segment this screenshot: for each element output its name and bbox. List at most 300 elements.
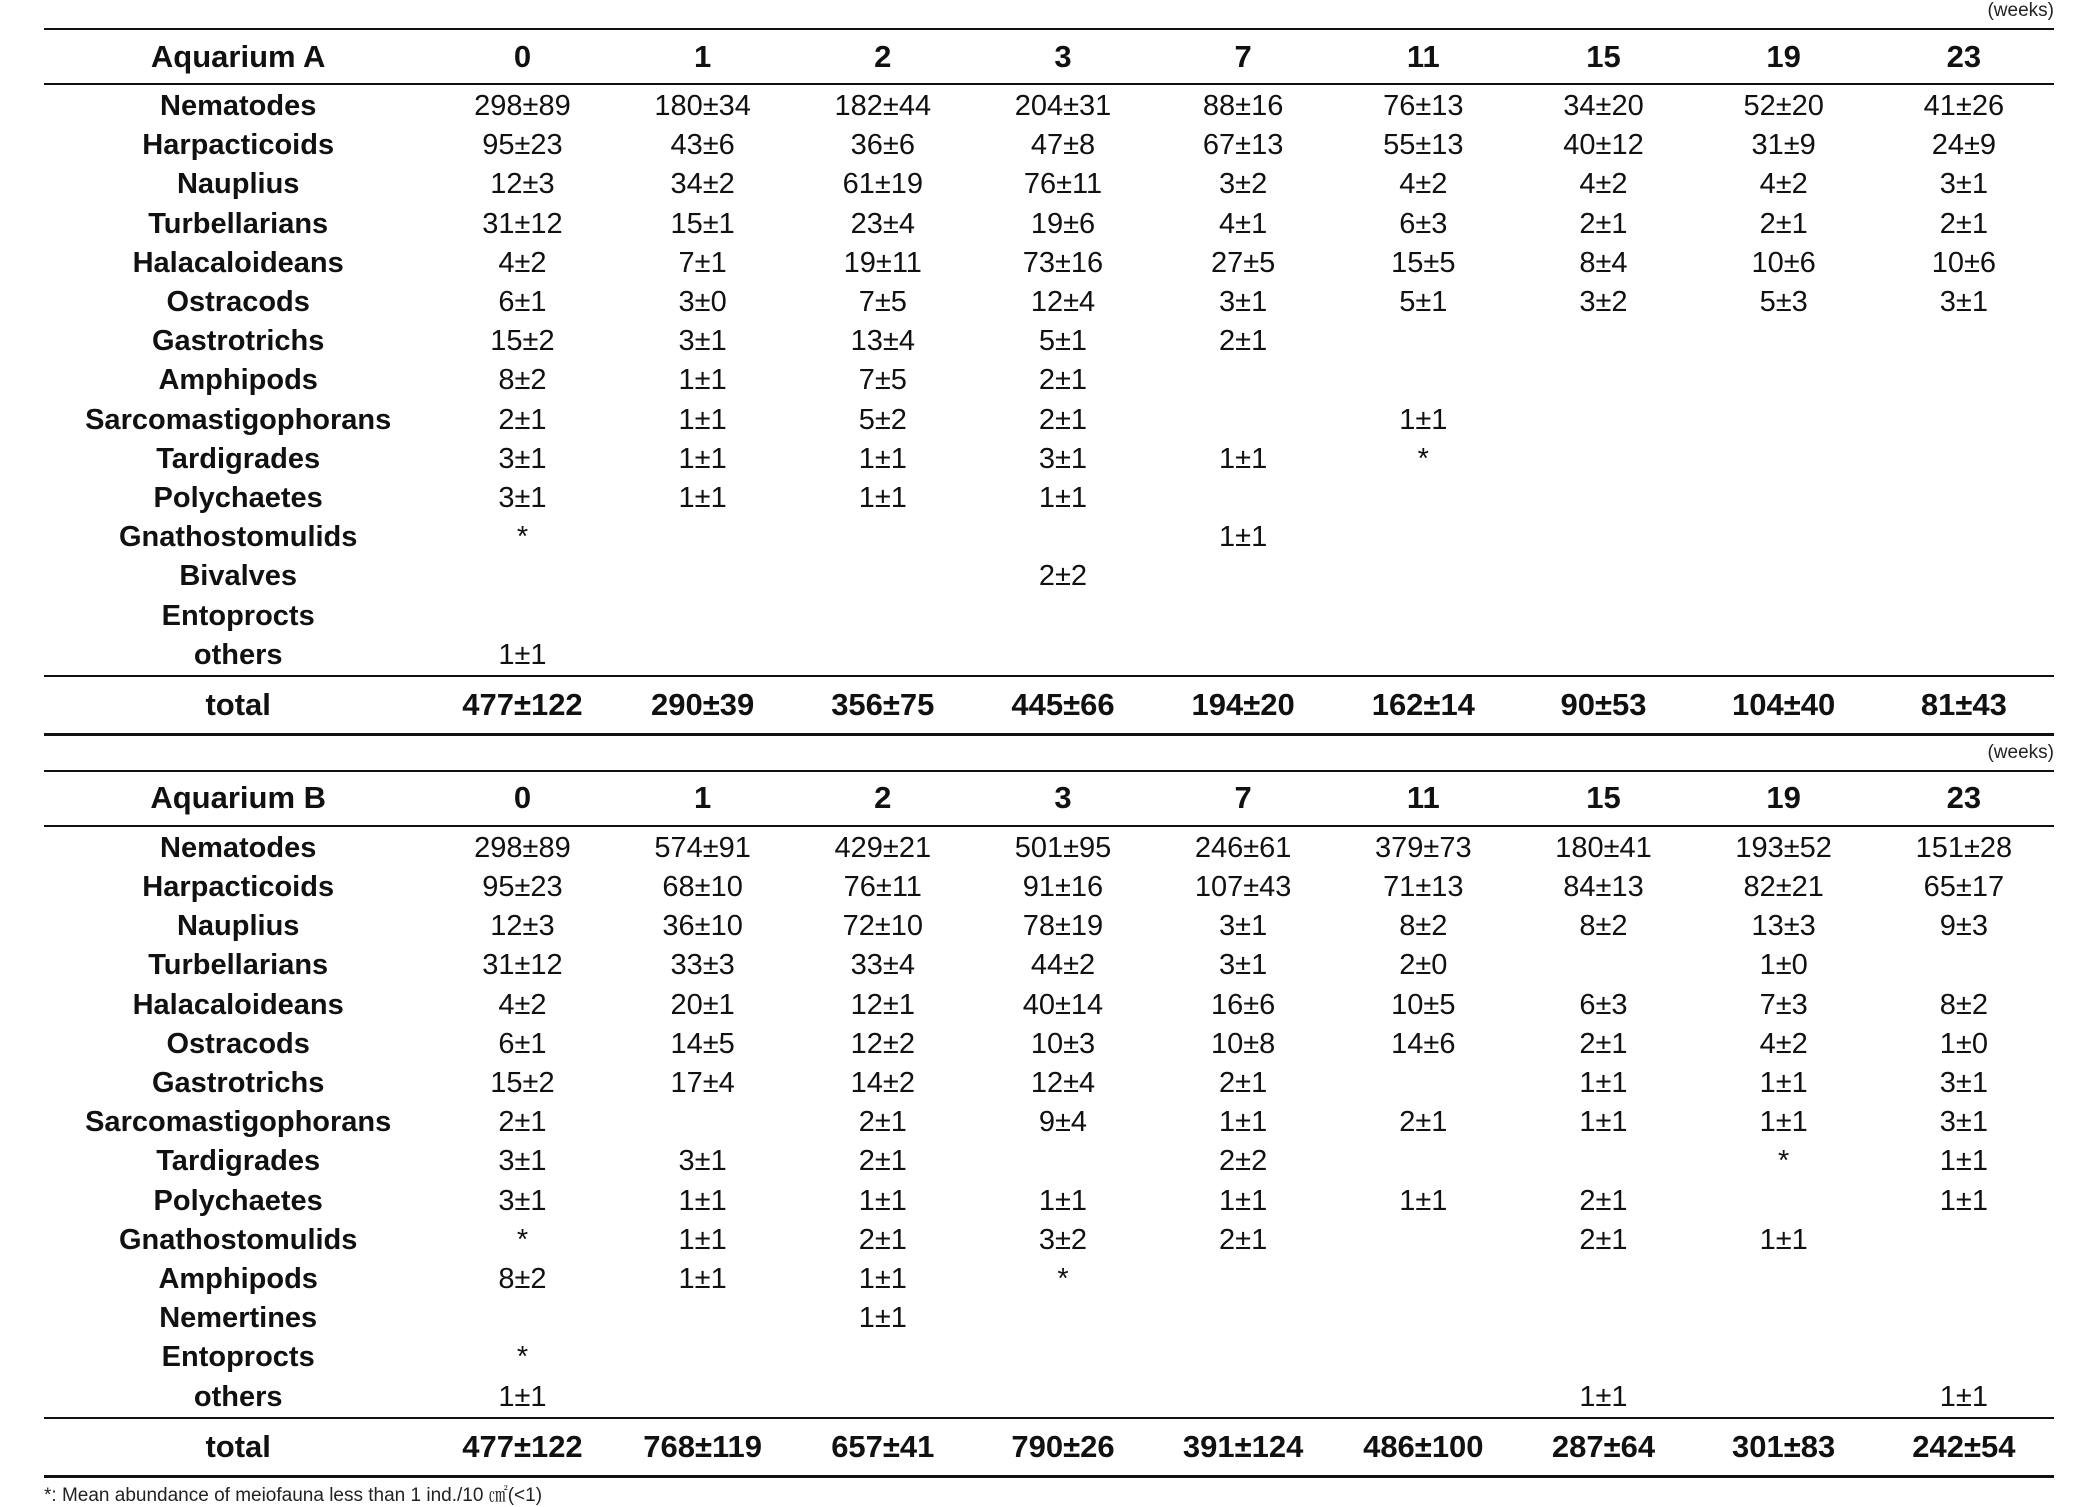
abundance-cell: 1±0 [1939, 1027, 1988, 1060]
abundance-cell: 3±0 [678, 286, 727, 319]
abundance-cell [793, 557, 973, 596]
abundance-cell [1333, 322, 1513, 361]
footnote: *: Mean abundance of meiofauna less than 1 ind./10 ㎠(<1) [44, 1484, 543, 1506]
total-row [44, 676, 2054, 735]
abundance-cell: 6±3 [1399, 207, 1448, 240]
abundance-cell [1874, 322, 2054, 361]
abundance-cell [1694, 440, 1874, 479]
abundance-cell: 182±44 [834, 90, 932, 123]
abundance-cell [793, 636, 973, 676]
week-header: 0 [432, 29, 612, 84]
abundance-cell: 14±5 [670, 1027, 735, 1060]
week-header: 19 [1694, 29, 1874, 84]
abundance-cell [432, 557, 612, 596]
abundance-cell: 1±1 [678, 403, 727, 436]
abundance-cell [1513, 946, 1693, 985]
abundance-cell: 40±12 [1563, 129, 1644, 162]
abundance-cell: 8±4 [1579, 246, 1628, 279]
abundance-cell: 7±3 [1759, 988, 1808, 1021]
abundance-cell: 1±1 [678, 442, 727, 475]
abundance-cell: 7±5 [858, 364, 907, 397]
week-header: 15 [1513, 771, 1693, 826]
taxon-label: Tardigrades [156, 442, 321, 475]
total-cell: 391±124 [1153, 1418, 1333, 1477]
abundance-cell: 1±1 [678, 1223, 727, 1256]
taxon-label: Nemertines [159, 1302, 318, 1335]
week-header: 2 [793, 771, 973, 826]
week-header: 1 [613, 771, 793, 826]
abundance-cell: 9±3 [1939, 910, 1988, 943]
taxon-label: Gastrotrichs [151, 325, 325, 358]
abundance-cell: 61±19 [842, 168, 924, 201]
abundance-cell: 13±3 [1751, 910, 1816, 943]
abundance-cell: 15±2 [490, 325, 555, 358]
table-row [44, 907, 2054, 946]
abundance-cell [1694, 1338, 1874, 1377]
abundance-cell [1694, 1182, 1874, 1221]
abundance-cell: 27±5 [1210, 246, 1276, 279]
week-header: 23 [1874, 771, 2054, 826]
abundance-cell: 82±21 [1743, 871, 1824, 904]
week-header: 19 [1694, 771, 1874, 826]
total-cell: 194±20 [1153, 676, 1333, 735]
abundance-cell: 1±1 [1939, 1145, 1988, 1178]
abundance-cell [1333, 636, 1513, 676]
taxon-label: Halacaloideans [132, 988, 344, 1021]
abundance-cell: 10±6 [1931, 246, 1997, 279]
total-cell: 104±40 [1694, 676, 1874, 735]
table-row [44, 636, 2054, 676]
abundance-cell: 1±1 [678, 481, 727, 514]
abundance-cell: 3±1 [1219, 286, 1268, 319]
taxon-label: Halacaloideans [132, 246, 344, 279]
table-row [44, 1338, 2054, 1377]
table-row [44, 1064, 2054, 1103]
abundance-cell: 2±1 [858, 1106, 907, 1139]
abundance-cell: 2±1 [498, 1106, 547, 1139]
abundance-cell: 4±2 [1399, 168, 1448, 201]
total-cell: 486±100 [1333, 1418, 1513, 1477]
abundance-cell: 429±21 [834, 831, 932, 864]
abundance-cell [1333, 518, 1513, 557]
abundance-cell: 24±9 [1931, 129, 1997, 162]
abundance-cell: 15±1 [670, 207, 735, 240]
abundance-cell: 5±3 [1759, 286, 1808, 319]
abundance-cell [1874, 596, 2054, 635]
abundance-cell: * [516, 1341, 529, 1374]
abundance-cell: 1±1 [1219, 1106, 1268, 1139]
abundance-cell: 379±73 [1375, 831, 1472, 864]
abundance-cell [973, 518, 1153, 557]
week-header: 11 [1333, 29, 1513, 84]
abundance-cell: 1±1 [678, 1262, 727, 1295]
taxon-label: Entoprocts [161, 599, 315, 632]
abundance-cell: 2±1 [1579, 207, 1628, 240]
abundance-cell: 34±2 [670, 168, 735, 201]
abundance-cell [1874, 518, 2054, 557]
abundance-cell: 3±2 [1579, 286, 1628, 319]
units-label: (weeks) [1987, 741, 2054, 763]
abundance-cell: 501±95 [1014, 831, 1112, 864]
table-row [44, 401, 2054, 440]
abundance-cell: 67±13 [1202, 129, 1284, 162]
abundance-cell: 65±17 [1923, 871, 2005, 904]
abundance-cell: 10±8 [1210, 1027, 1276, 1060]
abundance-cell [1333, 361, 1513, 400]
abundance-cell: 3±2 [1219, 168, 1268, 201]
abundance-cell [1153, 1299, 1333, 1338]
table-row [44, 557, 2054, 596]
abundance-cell: 1±1 [1038, 481, 1088, 514]
abundance-cell: 88±16 [1202, 90, 1284, 123]
abundance-cell: 71±13 [1383, 871, 1464, 904]
abundance-cell [1513, 1338, 1693, 1377]
total-cell: 90±53 [1513, 676, 1693, 735]
abundance-cell [1874, 361, 2054, 400]
abundance-cell [432, 596, 612, 635]
abundance-cell [432, 1299, 612, 1338]
abundance-cell: 2±1 [1579, 1223, 1628, 1256]
abundance-cell [1333, 1142, 1513, 1181]
abundance-cell [1333, 1260, 1513, 1299]
taxon-label: Harpacticoids [142, 129, 335, 162]
abundance-cell: 3±1 [498, 481, 547, 514]
abundance-cell: 2±1 [1219, 325, 1268, 358]
abundance-cell [1694, 596, 1874, 635]
abundance-cell [1513, 479, 1693, 518]
table-row [44, 1299, 2054, 1338]
abundance-cell: 2±1 [498, 403, 547, 436]
abundance-cell: 4±1 [1219, 207, 1268, 240]
abundance-cell: 2±1 [858, 1223, 907, 1256]
abundance-cell: 3±1 [1939, 1067, 1988, 1100]
week-header: 11 [1333, 771, 1513, 826]
abundance-cell: 2±1 [1219, 1067, 1268, 1100]
abundance-cell [1874, 557, 2054, 596]
abundance-cell: 41±26 [1923, 90, 2005, 123]
abundance-cell: 4±2 [1759, 1027, 1808, 1060]
taxon-label: Nematodes [160, 831, 317, 864]
abundance-cell [1333, 1299, 1513, 1338]
abundance-cell: 2±1 [1579, 1027, 1628, 1060]
taxon-label: Polychaetes [153, 1184, 323, 1217]
table-row [44, 84, 2054, 126]
table-row [44, 986, 2054, 1025]
abundance-cell: 12±3 [490, 168, 555, 201]
abundance-cell [973, 1377, 1153, 1417]
abundance-cell [793, 1338, 973, 1377]
abundance-cell: * [516, 1223, 529, 1256]
abundance-cell [1874, 440, 2054, 479]
abundance-cell [613, 596, 793, 635]
abundance-cell: 193±52 [1735, 831, 1832, 864]
table-title: Aquarium B [44, 771, 432, 826]
taxon-label: Amphipods [158, 364, 318, 397]
abundance-cell: 14±2 [850, 1067, 915, 1100]
abundance-cell: 34±20 [1563, 90, 1644, 123]
abundance-cell: 1±1 [1399, 403, 1448, 436]
abundance-cell: 4±2 [498, 246, 547, 279]
table-row [44, 479, 2054, 518]
table-row [44, 165, 2054, 204]
abundance-cell: 1±1 [1939, 1184, 1988, 1217]
abundance-cell: 3±1 [498, 1145, 547, 1178]
abundance-cell [1694, 361, 1874, 400]
abundance-cell: 1±1 [498, 1380, 547, 1413]
abundance-cell [1513, 557, 1693, 596]
table-row [44, 868, 2054, 907]
table-row [44, 361, 2054, 400]
abundance-cell: 73±16 [1022, 246, 1104, 279]
week-header: 2 [793, 29, 973, 84]
abundance-cell [1513, 518, 1693, 557]
abundance-cell: 68±10 [662, 871, 743, 904]
taxon-label: Bivalves [179, 560, 298, 593]
total-cell: 81±43 [1874, 676, 2054, 735]
taxon-label: Harpacticoids [142, 871, 335, 904]
abundance-cell: 3±1 [1939, 168, 1988, 201]
abundance-cell: 10±5 [1391, 988, 1456, 1021]
abundance-cell [1333, 1221, 1513, 1260]
abundance-cell [1874, 1338, 2054, 1377]
taxon-label: others [193, 638, 283, 671]
abundance-cell: 84±13 [1563, 871, 1644, 904]
abundance-cell [1153, 401, 1333, 440]
abundance-cell [1153, 557, 1333, 596]
abundance-cell: 76±11 [1023, 168, 1103, 201]
abundance-cell [1694, 322, 1874, 361]
abundance-cell: 2±1 [1579, 1184, 1628, 1217]
abundance-cell: 3±1 [498, 442, 547, 475]
taxon-label: others [193, 1380, 283, 1413]
abundance-cell [1694, 636, 1874, 676]
abundance-cell: 23±4 [850, 207, 915, 240]
abundance-cell [1153, 479, 1333, 518]
taxon-label: Sarcomastigophorans [85, 1106, 392, 1139]
total-cell: 356±75 [793, 676, 973, 735]
abundance-cell: 1±1 [858, 1262, 907, 1295]
abundance-cell [1153, 1338, 1333, 1377]
abundance-cell: 1±1 [498, 638, 547, 671]
taxon-label: Ostracods [166, 286, 310, 319]
abundance-cell: 43±6 [670, 129, 735, 162]
abundance-cell: 574±91 [654, 831, 751, 864]
abundance-cell [1513, 1142, 1693, 1181]
total-label: total [44, 676, 432, 735]
abundance-cell: 1±1 [858, 1184, 907, 1217]
abundance-cell [1874, 636, 2054, 676]
abundance-cell: 55±13 [1383, 129, 1464, 162]
week-header: 3 [973, 29, 1153, 84]
abundance-cell: 3±1 [1219, 910, 1268, 943]
abundance-cell [613, 1299, 793, 1338]
abundance-cell: 40±14 [1022, 988, 1104, 1021]
abundance-cell [613, 1103, 793, 1142]
abundance-cell [1153, 361, 1333, 400]
abundance-cell: 1±1 [1939, 1380, 1988, 1413]
week-header: 3 [973, 771, 1153, 826]
abundance-cell: 2±1 [1038, 364, 1088, 397]
abundance-cell [613, 518, 793, 557]
abundance-cell: 33±3 [670, 949, 735, 982]
abundance-cell [793, 518, 973, 557]
table-row [44, 1377, 2054, 1417]
abundance-cell: 95±23 [482, 871, 563, 904]
abundance-cell [1694, 557, 1874, 596]
abundance-cell: 5±2 [858, 403, 907, 436]
table-row [44, 1025, 2054, 1064]
abundance-cell [613, 1377, 793, 1417]
taxon-label: Amphipods [158, 1262, 318, 1295]
abundance-cell [973, 1338, 1153, 1377]
header-row [44, 771, 2054, 826]
abundance-cell: 4±2 [1759, 168, 1808, 201]
table-title: Aquarium A [44, 29, 432, 84]
table-row [44, 1103, 2054, 1142]
total-cell: 657±41 [793, 1418, 973, 1477]
abundance-cell: 31±12 [482, 949, 563, 982]
abundance-cell [1513, 440, 1693, 479]
abundance-cell: 3±1 [678, 1145, 727, 1178]
abundance-cell: 3±1 [1939, 286, 1988, 319]
abundance-cell: 19±11 [843, 246, 922, 279]
abundance-cell: 246±61 [1194, 831, 1292, 864]
abundance-table [44, 28, 2054, 736]
abundance-cell [1333, 557, 1513, 596]
abundance-cell [1513, 636, 1693, 676]
abundance-cell: * [1057, 1262, 1069, 1295]
abundance-cell: 298±89 [474, 90, 571, 123]
abundance-cell: 3±1 [678, 325, 727, 358]
abundance-cell: 9±4 [1038, 1106, 1088, 1139]
abundance-cell: 4±2 [1579, 168, 1628, 201]
abundance-cell: 1±1 [1219, 442, 1268, 475]
abundance-cell: 12±3 [490, 910, 555, 943]
abundance-cell [973, 1299, 1153, 1338]
abundance-cell: 180±41 [1555, 831, 1652, 864]
table-row [44, 826, 2054, 868]
abundance-cell: 180±34 [654, 90, 751, 123]
abundance-cell [973, 596, 1153, 635]
abundance-cell: 36±6 [850, 129, 915, 162]
abundance-cell: 20±1 [670, 988, 735, 1021]
abundance-cell: 12±4 [1030, 286, 1096, 319]
table-row [44, 1142, 2054, 1181]
abundance-cell [1874, 1221, 2054, 1260]
total-cell: 477±122 [432, 1418, 612, 1477]
table-row [44, 1260, 2054, 1299]
table-row [44, 946, 2054, 985]
abundance-cell: 1±1 [858, 442, 907, 475]
abundance-cell: 78±19 [1022, 910, 1104, 943]
table-row [44, 518, 2054, 557]
abundance-cell: 3±1 [1219, 949, 1268, 982]
abundance-cell [613, 636, 793, 676]
abundance-cell: 2±0 [1399, 949, 1448, 982]
abundance-cell: 8±2 [1579, 910, 1628, 943]
abundance-cell: 19±6 [1030, 207, 1096, 240]
table-blocks [44, 0, 2054, 1478]
abundance-cell [1874, 946, 2054, 985]
abundance-cell: 2±1 [1219, 1223, 1268, 1256]
abundance-cell: 14±6 [1391, 1027, 1456, 1060]
abundance-cell [1153, 1260, 1333, 1299]
table-row [44, 322, 2054, 361]
abundance-cell: 17±4 [670, 1067, 735, 1100]
total-cell: 290±39 [613, 676, 793, 735]
abundance-cell: 12±1 [850, 988, 915, 1021]
units-label: (weeks) [1987, 0, 2054, 21]
abundance-cell: 16±6 [1210, 988, 1276, 1021]
abundance-cell: 31±9 [1751, 129, 1816, 162]
abundance-cell: 15±2 [490, 1067, 555, 1100]
abundance-cell [1694, 479, 1874, 518]
abundance-cell [613, 557, 793, 596]
abundance-cell [1694, 1260, 1874, 1299]
table-row [44, 126, 2054, 165]
abundance-cell: 91±16 [1022, 871, 1104, 904]
abundance-cell [1513, 1299, 1693, 1338]
table-row [44, 1182, 2054, 1221]
week-header: 1 [613, 29, 793, 84]
total-cell: 768±119 [613, 1418, 793, 1477]
abundance-cell [1333, 1377, 1513, 1417]
table-row [44, 283, 2054, 322]
abundance-cell: 33±4 [850, 949, 915, 982]
total-cell: 790±26 [973, 1418, 1153, 1477]
abundance-cell [1333, 596, 1513, 635]
week-header: 0 [432, 771, 612, 826]
abundance-cell: 1±1 [1219, 521, 1268, 554]
abundance-cell: 1±1 [858, 481, 907, 514]
abundance-cell: 72±10 [842, 910, 924, 943]
abundance-cell: 1±1 [678, 1184, 727, 1217]
week-header: 15 [1513, 29, 1693, 84]
total-label: total [44, 1418, 432, 1477]
taxon-label: Sarcomastigophorans [85, 403, 392, 436]
abundance-cell: 7±1 [678, 246, 727, 279]
taxon-label: Entoprocts [161, 1341, 315, 1374]
abundance-cell: 15±5 [1391, 246, 1456, 279]
abundance-cell [1333, 1338, 1513, 1377]
abundance-cell [1513, 401, 1693, 440]
abundance-cell: 44±2 [1030, 949, 1096, 982]
abundance-cell [1513, 361, 1693, 400]
abundance-cell: 1±1 [858, 1302, 907, 1335]
week-header: 7 [1153, 771, 1333, 826]
abundance-cell: 8±2 [1939, 988, 1988, 1021]
abundance-cell: 10±6 [1751, 246, 1816, 279]
abundance-cell: 3±1 [498, 1184, 547, 1217]
abundance-cell: 2±1 [1038, 403, 1088, 436]
abundance-cell: 1±1 [1759, 1106, 1808, 1139]
tables-container [44, 0, 2054, 1507]
abundance-cell: 2±1 [858, 1145, 907, 1178]
abundance-cell [1333, 1064, 1513, 1103]
abundance-cell: 2±1 [1759, 207, 1808, 240]
abundance-cell: 12±4 [1030, 1067, 1096, 1100]
total-row [44, 1418, 2054, 1477]
abundance-cell: 31±12 [482, 207, 563, 240]
abundance-cell [793, 1377, 973, 1417]
abundance-cell: 1±1 [1579, 1067, 1628, 1100]
abundance-cell [1694, 1377, 1874, 1417]
abundance-cell: 151±28 [1915, 831, 2013, 864]
abundance-cell: 52±20 [1743, 90, 1824, 123]
abundance-cell: 5±1 [1038, 325, 1088, 358]
abundance-cell: 5±1 [1399, 286, 1448, 319]
abundance-cell [1874, 1299, 2054, 1338]
